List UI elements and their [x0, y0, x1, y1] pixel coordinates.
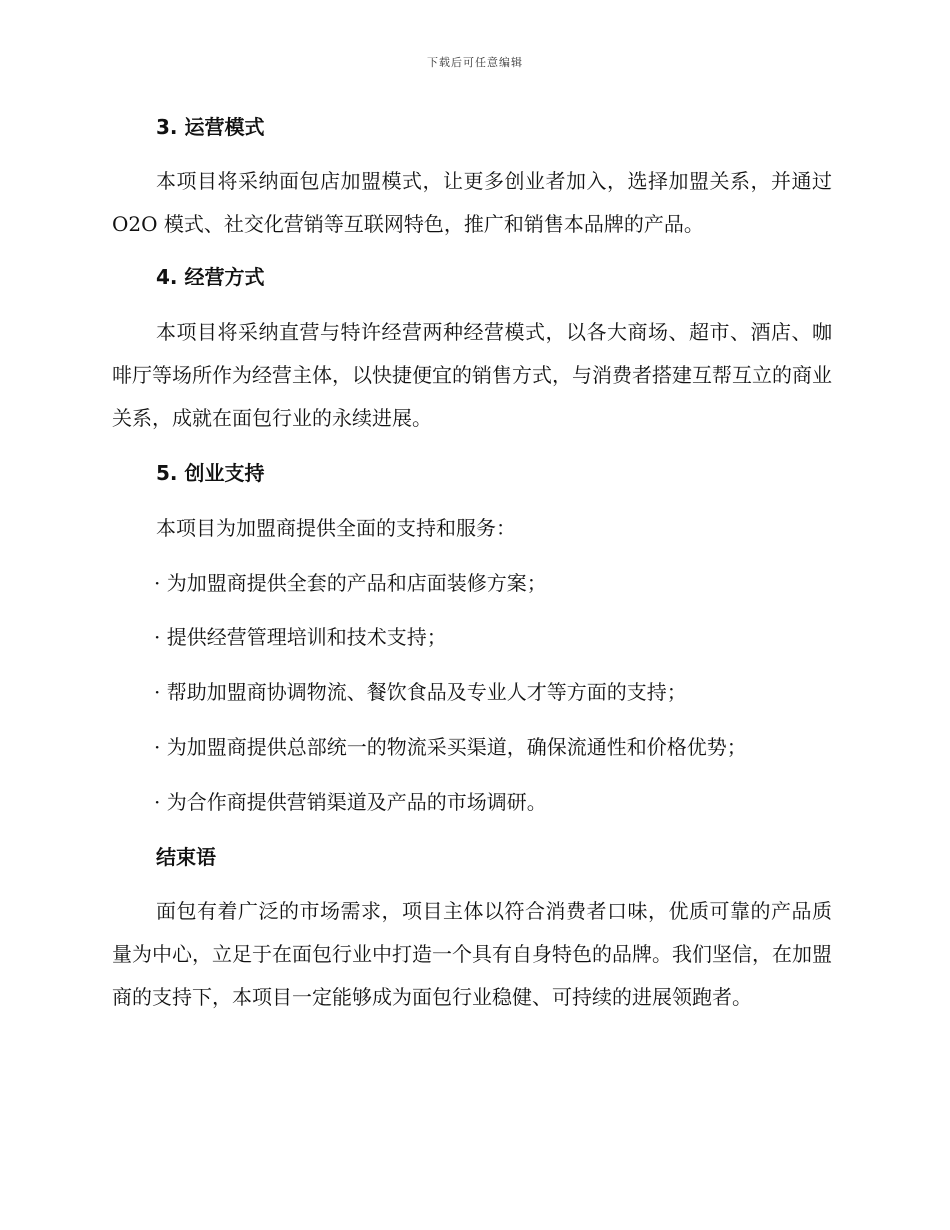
section-paragraph-operation-model: 本项目将采纳面包店加盟模式，让更多创业者加入，选择加盟关系，并通过 O2O 模式、社交化营销等互联网特色，推广和销售本品牌的产品。 [112, 169, 832, 236]
section-heading-conclusion: 结束语 [156, 845, 216, 869]
section-heading-operation-model: 3. 运营模式 [156, 115, 265, 139]
section-heading-business-mode: 4. 经营方式 [156, 265, 265, 289]
list-item: · 提供经营管理培训和技术支持； [154, 625, 447, 649]
page-header: 下载后可任意编辑 [427, 56, 523, 69]
list-item: · 为加盟商提供全套的产品和店面装修方案； [154, 571, 547, 595]
section-paragraph-conclusion: 面包有着广泛的市场需求，项目主体以符合消费者口味，优质可靠的产品质量为中心，立足于在面包行业中打造一个具有自身特色的品牌。我们坚信，在加盟商的支持下，本项目一定能够成为面包行业稳健、可持续的进展领跑者。 [112, 899, 832, 1009]
list-item: · 为合作商提供营销渠道及产品的市场调研。 [154, 790, 547, 814]
list-item: · 为加盟商提供总部统一的物流采买渠道，确保流通性和价格优势； [154, 735, 747, 759]
section-heading-startup-support: 5. 创业支持 [156, 461, 265, 485]
section-paragraph-business-mode: 本项目将采纳直营与特许经营两种经营模式，以各大商场、超市、酒店、咖啡厅等场所作为经营主体，以快捷便宜的销售方式，与消费者搭建互帮互立的商业关系，成就在面包行业的永续进展。 [112, 320, 832, 430]
support-intro: 本项目为加盟商提供全面的支持和服务： [156, 516, 516, 540]
list-item: · 帮助加盟商协调物流、餐饮食品及专业人才等方面的支持； [154, 680, 687, 704]
